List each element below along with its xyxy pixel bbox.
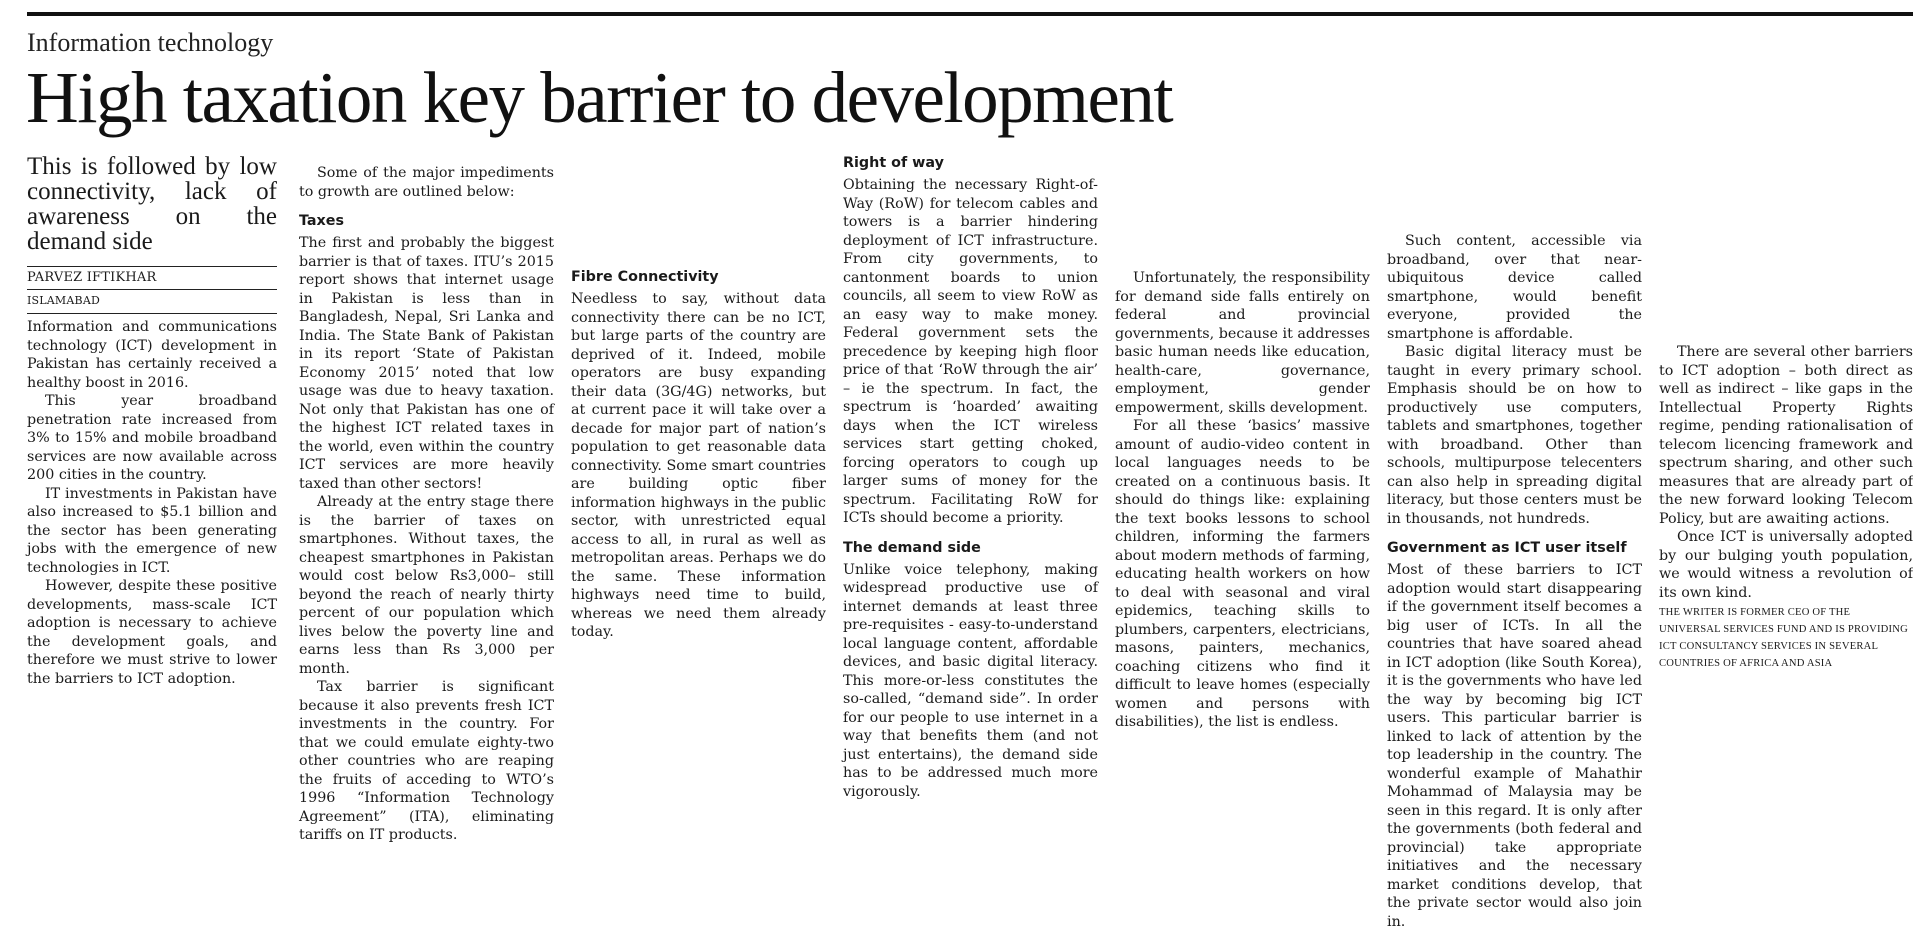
deck: This is followed by low connectivity, lack of awareness on the demand side bbox=[27, 153, 277, 255]
dateline: ISLAMABAD bbox=[27, 290, 277, 315]
paragraph: For all these ‘basics’ massive amount of audio-video content in local languages needs to be created on a continuous basis. It should do things like: explaining the text books lessons to school children, informing the farmers about modern methods of farming, educating health workers on how to deal with seasonal and viral epidemics, teaching skills to plumbers, carpenters, electricians, masons, painters, mechanics, coaching citizens who find it difficult to leave homes (especially women and persons with disabilities), the list is endless. bbox=[1115, 418, 1370, 730]
top-rule bbox=[27, 12, 1913, 16]
subhead-row: Right of way bbox=[843, 155, 944, 171]
writer-note: THE WRITER IS FORMER CEO OF THE UNIVERSAL SERVICES FUND AND IS PROVIDING ICT CONSULTANCY SERVICES IN SEVERAL COUNTRIES OF AFRICA AND ASIA bbox=[1659, 607, 1908, 669]
paragraph: Most of these barriers to ICT adoption would start disappearing if the government itself becomes a big user of ICTs. In all the countries that have soared ahead in ICT adoption (like South Korea), it is the governments who have led the way by becoming big ICT users. This particular barrier is linked to lack of attention by the top leadership in the country. The wonderful example of Mahathir Mohammad of Malaysia may be seen in this regard. It is only after the governments (both federal and provincial) take appropriate initiatives and the necessary market conditions develop, that the private sector would also join in. bbox=[1387, 562, 1642, 930]
paragraph: The first and probably the biggest barrier is that of taxes. ITU’s 2015 report shows that internet usage in Pakistan is less than in Bangladesh, Nepal, Sri Lanka and India. The State Bank of Pakistan in its report ‘State of Pakistan Economy 2015’ noted that low usage was due to heavy taxation. Not only that Pakistan has one of the highest ICT related taxes in the world, even within the country ICT services are more heavily taxed than other sectors! bbox=[299, 235, 554, 492]
byline: PARVEZ IFTIKHAR bbox=[27, 266, 277, 290]
paragraph: Needless to say, without data connectivity there can be no ICT, but large parts of the country are deprived of it. Indeed, mobile operators are busy expanding their data (3G/4G) networks, but at current pace it will take over a decade for major part of nation’s population to get reasonable data connectivity. Some smart countries are building optic fiber information highways in the public sector, with unrestricted equal access to all, in rural as well as metropolitan areas. Perhaps we do the same. These information highways need time to build, whereas we need them already today. bbox=[571, 291, 826, 640]
paragraph: Already at the entry stage there is the barrier of taxes on smartphones. Without taxes, the cheapest smartphones in Pakistan would cost below Rs3,000– still beyond the reach of nearly thirty percent of our population which lives below the poverty line and earns less than Rs 3,000 per month. bbox=[299, 494, 554, 677]
subhead-taxes: Taxes bbox=[299, 213, 344, 229]
paragraph: Unlike voice telephony, making widespread productive use of internet demands at least three pre-requisites - easy-to-understand local language content, affordable devices, and basic digital literacy. This more-or-less constitutes the so-called, “demand side”. In order for our people to use internet in a way that benefits them (and not just entertains), the demand side has to be addressed much more vigorously. bbox=[843, 561, 1098, 800]
column-2 bbox=[299, 164, 554, 845]
paragraph: Information and communications technology (ICT) development in Pakistan has certainly received a healthy boost in 2016. bbox=[27, 319, 277, 391]
paragraph: There are several other barriers to ICT adoption – both direct as well as indirect – like gaps in the Intellectual Property Rights regime, pending rationalisation of telecom licencing framework and spectrum sharing, and other such measures that are already part of the new forward looking Telecom Policy, but are awaiting actions. bbox=[1659, 344, 1913, 527]
column-3 bbox=[571, 159, 826, 642]
column-1 bbox=[27, 154, 277, 688]
subhead-demand: The demand side bbox=[843, 539, 981, 556]
paragraph: Basic digital literacy must be taught in every primary school. Emphasis should be on how to productively use computers, tablets and smartphones, together with broadband. Other than schools, multipurpose telecenters can also help in spreading digital literacy, but those centers must be in thousands, not hundreds. bbox=[1387, 344, 1642, 527]
column-4 bbox=[843, 154, 1098, 801]
column-6 bbox=[1387, 158, 1642, 931]
column-7 bbox=[1659, 158, 1913, 672]
paragraph: This year broadband penetration rate increased from 3% to 15% and mobile broadband services are now available across 200 cities in the country. bbox=[27, 393, 277, 483]
subhead-government: Government as ICT user itself bbox=[1387, 540, 1627, 556]
paragraph: Such content, accessible via broadband, over that near-ubiquitous device called smartphone, would benefit everyone, provided the smartphone is affordable. bbox=[1387, 233, 1642, 342]
paragraph: Tax barrier is significant because it also prevents fresh ICT investments in the country. For that we could emulate eighty-two other countries who are reaping the fruits of acceding to WTO’s 1996 “Information Technology Agreement” (ITA), eliminating tariffs on IT products. bbox=[299, 679, 554, 843]
paragraph: Once ICT is universally adopted by our bulging youth population, we would witness a revolution of its own kind. bbox=[1659, 529, 1913, 601]
section-label: Information technology bbox=[27, 28, 274, 57]
column-5 bbox=[1115, 158, 1370, 732]
subhead-fibre: Fibre Connectivity bbox=[571, 269, 719, 285]
headline: High taxation key barrier to development bbox=[26, 57, 1173, 138]
paragraph: Some of the major impediments to growth are outlined below: bbox=[299, 165, 554, 200]
paragraph: However, despite these positive developments, mass-scale ICT adoption is necessary to achieve the development goals, and therefore we must strive to lower the barriers to ICT adoption. bbox=[27, 578, 277, 687]
paragraph: IT investments in Pakistan have also increased to $5.1 billion and the sector has been generating jobs with the emergence of new technologies in ICT. bbox=[27, 485, 277, 576]
paragraph: Obtaining the necessary Right-of-Way (RoW) for telecom cables and towers is a barrier hindering deployment of ICT infrastructure. From city governments, to cantonment boards to union councils, all seem to view RoW as an easy way to make money. Federal government sets the precedence by keeping high floor price of that ‘RoW through the air’ – ie the spectrum. In fact, the spectrum is ‘hoarded’ awaiting days when the ICT wireless services start getting choked, forcing operators to cough up larger sums of money for the spectrum. Facilitating RoW for ICTs should become a priority. bbox=[843, 177, 1098, 526]
paragraph: Unfortunately, the responsibility for demand side falls entirely on federal and provincial governments, because it addresses basic human needs like education, health-care, governance, employment, gender empowerment, skills development. bbox=[1115, 270, 1370, 416]
